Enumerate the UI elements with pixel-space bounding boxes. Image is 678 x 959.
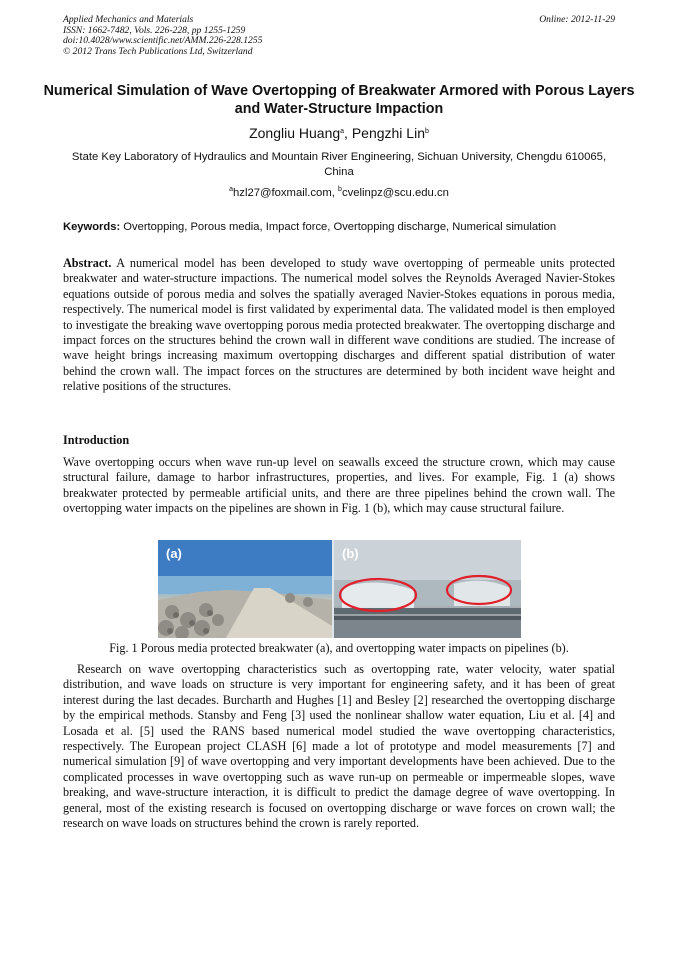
figure-panel-a [158,540,332,638]
intro-paragraph-1: Wave overtopping occurs when wave run-up level on seawalls exceed the structure crown, which may cause structural failure, damage to harbor infrastructures, properties, and lives. For example, Fig. 1 (a) shows breakwater protected by permeable artificial units, and there are three pipelines behind the crown wall. The overtopping water impacts on the pipelines are shown in Fig. 1 (b), which may cause structural failure. [63,455,615,516]
keywords-label: Keywords: [63,221,121,233]
email-superscript: b [338,186,342,193]
author-superscript: a [340,128,345,135]
journal-header [63,15,423,57]
overtopping-photo [334,540,521,638]
journal-name: Applied Mechanics and Materials [63,14,194,25]
author-separator: , [344,125,352,141]
keywords-text: Overtopping, Porous media, Impact force, Overtopping discharge, Numerical simulation [120,221,557,233]
pipeline [334,616,521,620]
email-line [63,186,615,200]
author-name: Pengzhi Lin [351,125,425,141]
affiliation: State Key Laboratory of Hydraulics and Mountain River Engineering, Sichuan University, Chengdu 610065, China [71,151,607,178]
ground [334,620,521,638]
panel-label-a: (a) [166,546,182,561]
panel-label-b: (b) [342,546,359,561]
intro-paragraph-2: Research on wave overtopping characteristics such as overtopping rate, water velocity, water spatial distribution, and wave loads on structure is very important for engineering safety, and it has been of great interest during the last decades. Burcharth and Hughes [1] and Besley [2] researched the overtopping discharge by the empirical methods. Stansby and Feng [3] used the nonlinear shallow water equation, Liu et al. [4] and Losada et al. [5] used the RANS based numerical model studied the wave overtopping characteristics, respectively. The European project CLASH [6] made a lot of prototype and model measurements [7] and numerical simulation [9] of wave overtopping and very important developments have been achieved. Due to the complicated processes in wave overtopping such as wave run-up on permeable or impermeable slopes, wave breaking, and wave-structure interaction, it is difficult to predict the damage degree of wave overtopping. In general, most of the existing research is focused on overtopping discharge or wave forces on crown wall; the research on wave loads on structures behind the crown is rarely reported. [63,662,615,831]
journal-copyright: © 2012 Trans Tech Publications Ltd, Switzerland [63,45,253,57]
paper-title: Numerical Simulation of Wave Overtopping of Breakwater Armored with Porous Layers and Water-Structure Impaction [43,83,635,117]
author-name: Zongliu Huang [249,125,341,141]
journal-doi[interactable]: doi:10.4028/www.scientific.net/AMM.226-228.1255 [63,35,263,47]
abstract-text: A numerical model has been developed to study wave overtopping of permeable units protected breakwater and water-structure impactions. The numerical model solves the Reynolds Averaged Navier-Stokes equations outside of porous media and solves the spatially averaged Navier-Stokes equations in porous media, respectively. The numerical model is first validated by experimental data. The validated model is then employed to investigate the breaking wave overtopping porous media protected breakwater. The overtopping discharge and impact forces on the structures behind the crown wall in different wave conditions are studied. The increase of wave height brings increasing maximum overtopping discharges and different spatial distribution of water behind the crown wall. The impact forces on the structures are determined by both incident wave height and relative positions of the structures. [63,256,615,394]
figure-caption: Fig. 1 Porous media protected breakwater (a), and overtopping water impacts on pipelines (b). [109,641,569,655]
sky [334,540,521,580]
figure-1 [158,540,521,638]
figure-panel-b [334,540,521,638]
email-superscript: a [229,186,234,193]
journal-issn: ISSN: 1662-7482, Vols. 226-228, pp 1255-1259 [63,24,246,36]
email-link[interactable]: hzl27@foxmail.com [233,187,332,199]
email-separator: , [331,187,339,199]
author-line [40,124,638,142]
author-superscript: b [425,128,429,135]
keywords [63,220,615,234]
sky [158,540,332,576]
abstract-label: Abstract. [63,256,112,270]
online-date: Online: 2012-11-29 [539,14,615,25]
abstract [63,256,615,395]
breakwater-photo [158,540,332,638]
email-link[interactable]: cvelinpz@scu.edu.cn [341,187,449,199]
section-heading-introduction: Introduction [63,433,130,447]
